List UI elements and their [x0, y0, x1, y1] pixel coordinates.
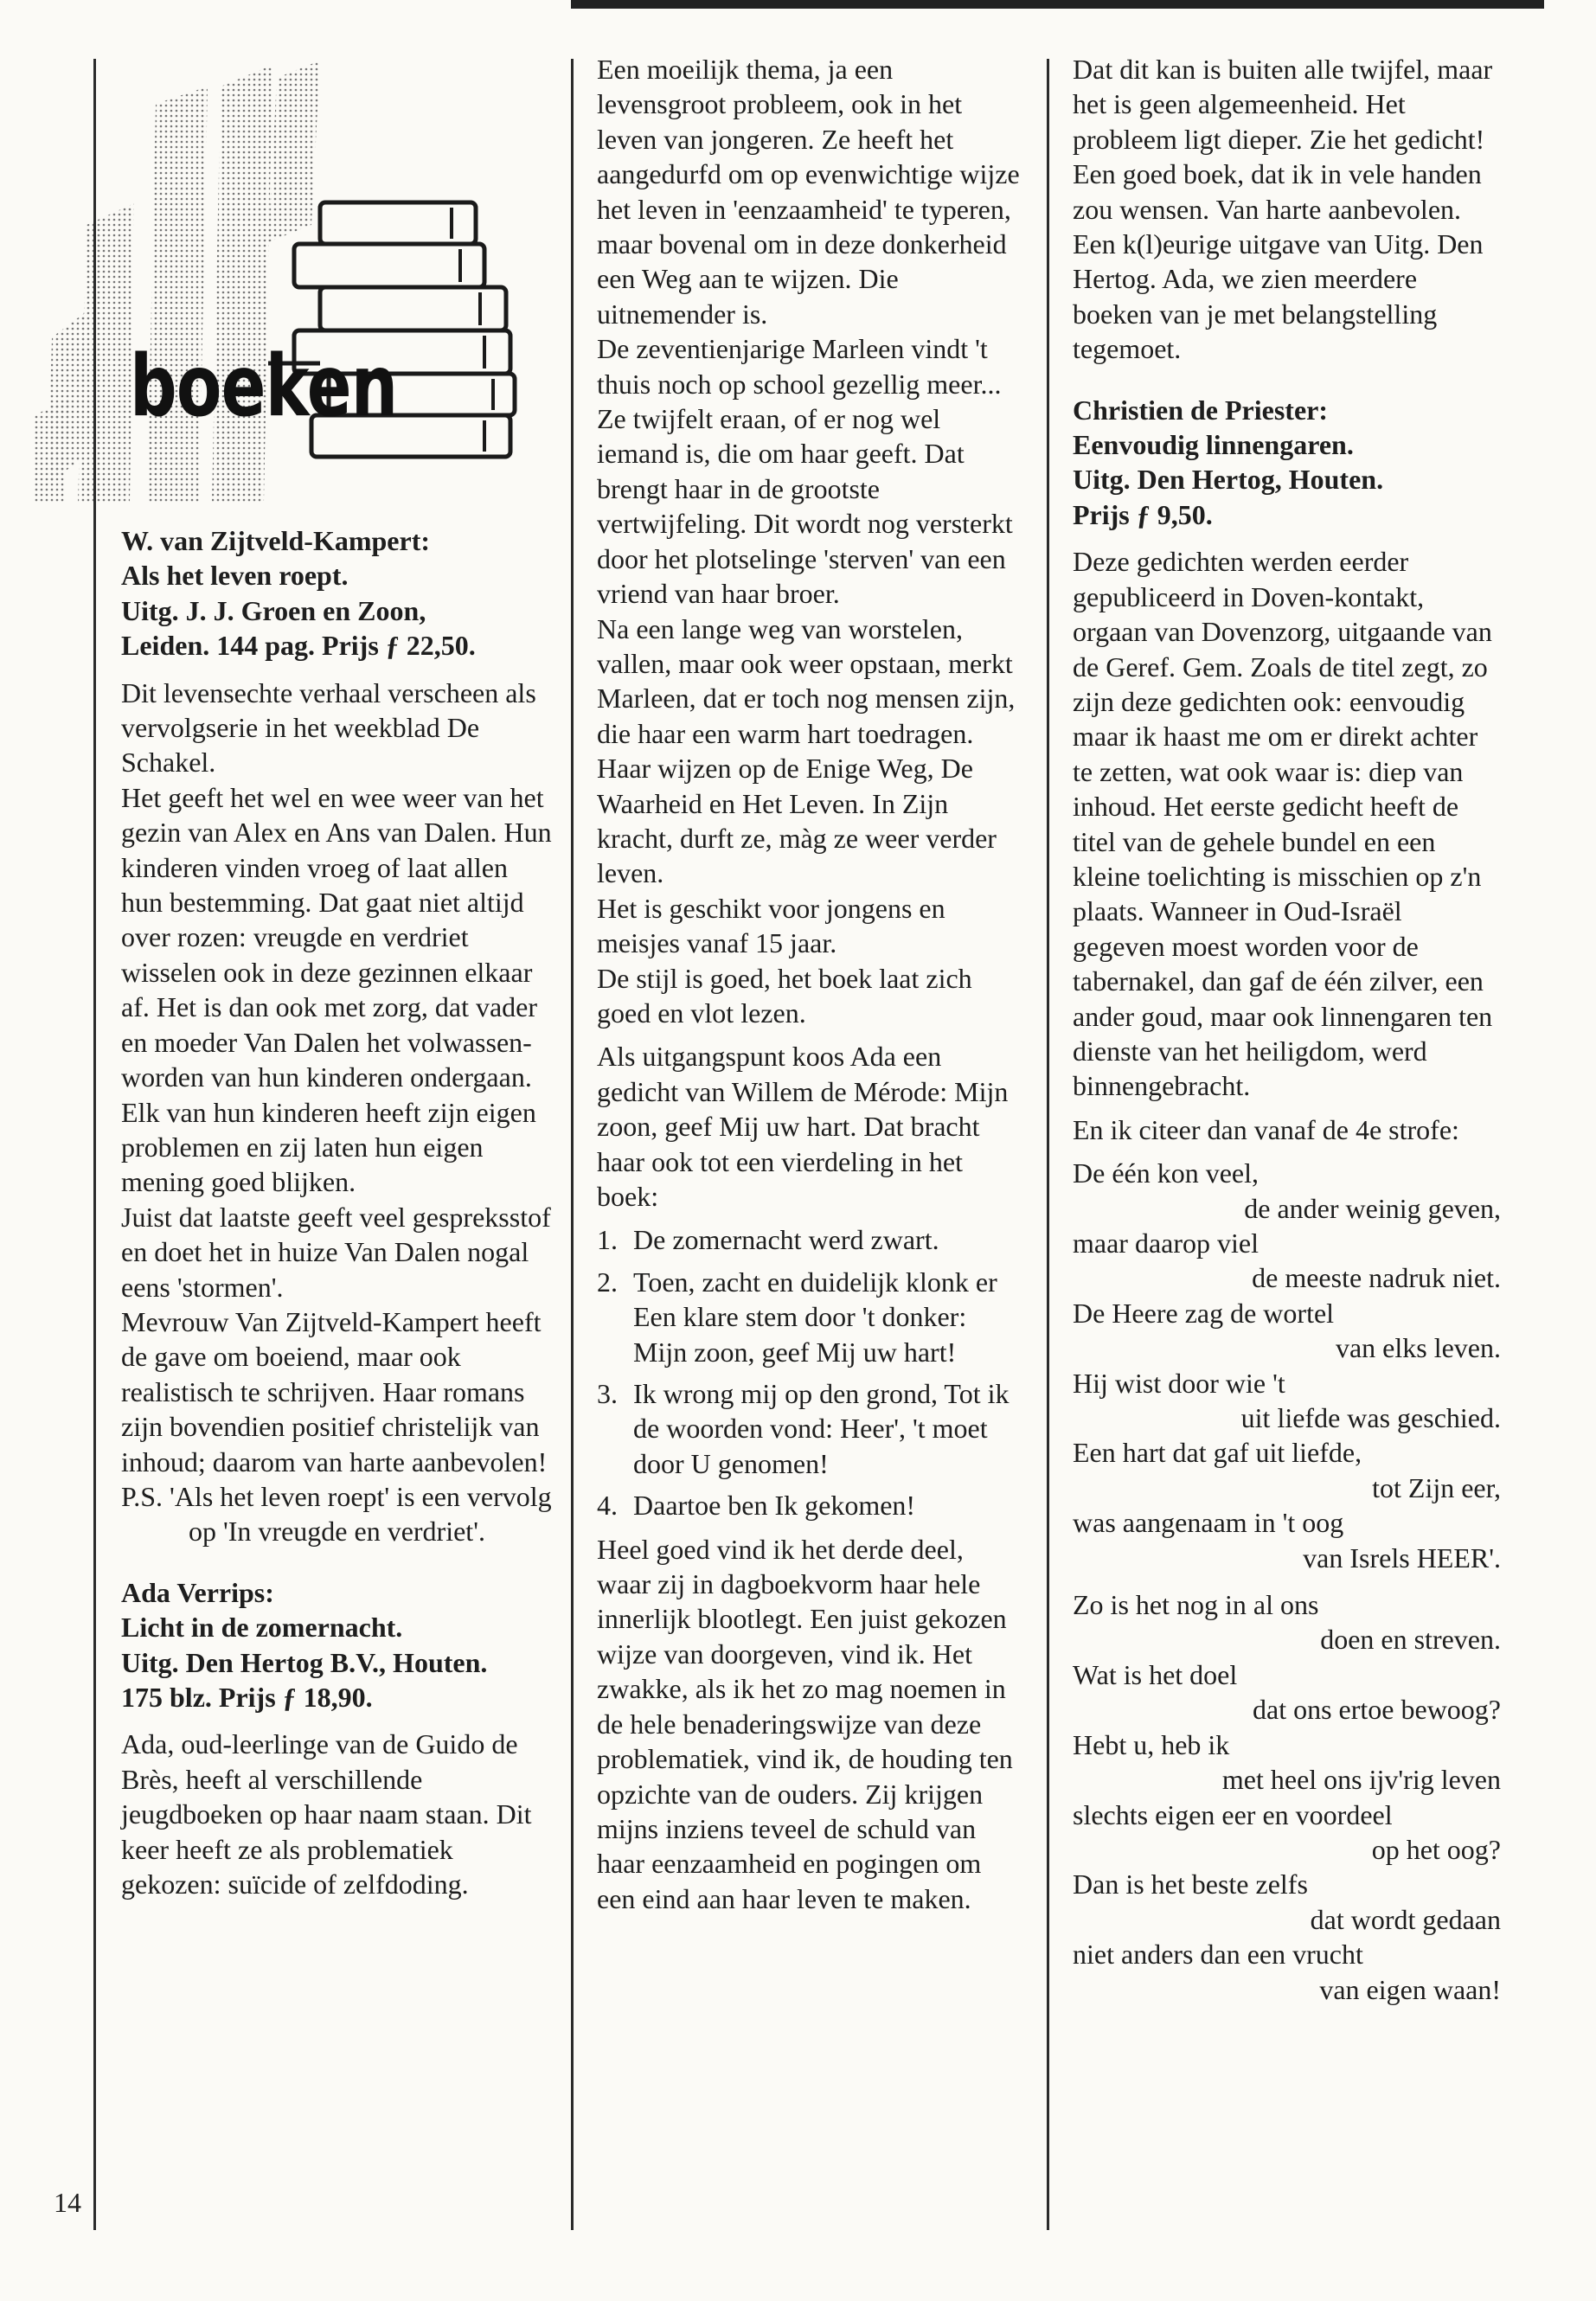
review-2-paragraph: Na een lange weg van worstelen, vallen, maar ook weer opstaan, merkt Marleen, dat er toch nog mensen zijn, die haar een warm hart toedragen. Haar wijzen op de Enige Weg, De Waarheid en Het Leven. In Zijn kracht, durft ze, màg ze weer verder leven.	[597, 612, 1016, 889]
list-text: Ik wrong mij op den grond, Tot ik de woorden vond: Heer', 't moet door U genomen!	[633, 1378, 1010, 1479]
poem-line: op het oog?	[1371, 1833, 1501, 1865]
review-2-intro: Ada, oud-leerlinge van de Guido de Brès, heeft al verschillende jeugdboeken op haar naam staan. Dit keer heeft ze als problematiek gekozen: suïcide of zelfdoding.	[121, 1728, 532, 1900]
review-2-evaluation: Heel goed vind ik het derde deel, waar zij in dagboekvorm haar hele innerlijk blootlegt. Een juist gekozen wijze van doorgeven, vind ik. Het zwakke, als ik het zo mag noemen in de hele benaderingswijze van deze problematiek, vind ik, de houding ten opzichte van de ouders. Zij krijgen mijns inziens teveel de schuld van haar eenzaamheid en pogingen om een eind aan haar leven te maken.	[597, 1533, 1013, 1914]
page-number: 14	[54, 2187, 81, 2218]
poem-line: dat wordt gedaan	[1310, 1903, 1501, 1935]
review-1-paragraph: Mevrouw Van Zijtveld-Kampert heeft de gave om boeiend, maar ook realistisch te schrijven. Haar romans zijn bovendien positief christelijk van inhoud; daarom van harte aanbevolen!	[121, 1305, 548, 1477]
poem-line: van Isrels HEER'.	[1303, 1541, 1501, 1574]
poem-line: niet anders dan een vrucht	[1073, 1939, 1363, 1971]
review-1-paragraph: Dit levensechte verhaal verscheen als vervolgserie in het weekblad De Schakel.	[121, 676, 536, 779]
poem-line: dat ons ertoe bewoog?	[1252, 1694, 1501, 1726]
poem-line: Een hart dat gaf uit liefde,	[1073, 1437, 1362, 1469]
review-2-paragraph: Het is geschikt voor jongens en meisjes vanaf 15 jaar.	[597, 892, 945, 959]
list-number: 2.	[597, 1266, 618, 1298]
poem-line: Dan is het beste zelfs	[1073, 1868, 1308, 1900]
review-2-price: 175 blz. Prijs ƒ 18,90.	[121, 1682, 373, 1713]
column-divider-1	[571, 59, 574, 2230]
poem-line: uit liefde was geschied.	[1240, 1402, 1501, 1434]
poem-line: doen en streven.	[1320, 1624, 1501, 1656]
poem-line: Zo is het nog in al ons	[1073, 1589, 1319, 1621]
poem-line: De Heere zag de wortel	[1073, 1297, 1335, 1329]
column-divider-2	[1047, 59, 1049, 2230]
list-item	[597, 1376, 1021, 1481]
review-2-publisher: Uitg. Den Hertog B.V., Houten.	[121, 1646, 488, 1678]
top-rule	[571, 0, 1544, 9]
review-1-publisher: Uitg. J. J. Groen en Zoon,	[121, 594, 426, 626]
list-item	[597, 1222, 1021, 1257]
left-margin-rule	[93, 59, 96, 2230]
review-2-style: De stijl is goed, het boek laat zich goed en vlot lezen.	[597, 962, 972, 1029]
review-1-author: W. van Zijtveld-Kampert:	[121, 525, 431, 556]
poem-stanza-2	[1073, 1587, 1501, 2007]
poem-stanza-1	[1073, 1156, 1501, 1575]
review-3-title: Eenvoudig linnengaren.	[1073, 429, 1354, 461]
poem-line: de ander weinig geven,	[1244, 1192, 1501, 1224]
review-3-heading	[1073, 393, 1501, 533]
poem-line: tot Zijn eer,	[1372, 1471, 1501, 1503]
list-item	[597, 1265, 1021, 1369]
list-number: 4.	[597, 1490, 618, 1522]
review-2-poem-intro: Als uitgangspunt koos Ada een gedicht van Willem de Mérode: Mijn zoon, geef Mij uw hart. Dat bracht haar ook tot een vierdeling in het boek:	[597, 1041, 1009, 1212]
list-number: 3.	[597, 1378, 618, 1410]
poem-line: van eigen waan!	[1319, 1973, 1501, 2005]
review-1-paragraph: Het geeft het wel en wee weer van het gezin van Alex en Ans van Dalen. Hun kinderen vinden vroeg of laat allen hun bestemming. Dat gaat niet altijd over rozen: vreugde en verdriet wisselen ook in deze gezinnen elkaar af. Het is dan ook met zorg, dat vader en moeder Van Dalen het volwassen-worden van hun kinderen ondergaan.	[121, 781, 552, 1093]
review-2-heading	[121, 1575, 554, 1715]
section-title: boeken	[130, 337, 398, 436]
poem-line: de meeste nadruk niet.	[1252, 1262, 1501, 1294]
review-2-conclusion: Dat dit kan is buiten alle twijfel, maar het is geen algemeenheid. Het probleem ligt dieper. Zie het gedicht! Een goed boek, dat ik in vele handen zou wensen. Van harte aanbevolen. Een k(l)eurige uitgave van Uitg. Den Hertog. Ada, we zien meerdere boeken van je met belangstelling tegemoet.	[1073, 54, 1493, 365]
poem-line: slechts eigen eer en voordeel	[1073, 1798, 1393, 1830]
review-3-body: Deze gedichten werden eerder gepubliceerd in Doven-kontakt, orgaan van Dovenzorg, uitgaande van de Geref. Gem. Zoals de titel zegt, zo zijn deze gedichten ook: eenvoudig maar ik haast me om er direkt achter te zetten, wat ook waar is: diep van inhoud. Het eerste gedicht heeft de titel van de gehele bundel en een kleine toelichting is misschien op z'n plaats. Wanneer in Oud-Israël gegeven moest worden voor de tabernakel, dan gaf de één zilver, een ander goud, maar ook linnengaren ten dienste van het heiligdom, werd binnengebracht.	[1073, 546, 1493, 1102]
review-2-title: Licht in de zomernacht.	[121, 1612, 403, 1644]
poem-line: Hebt u, heb ik	[1073, 1728, 1230, 1760]
review-1-paragraph: Juist dat laatste geeft veel gespreksstof en doet het in huize Van Dalen nogal eens 'stormen'.	[121, 1201, 551, 1303]
review-1-paragraph: Elk van hun kinderen heeft zijn eigen problemen en zij laten hun eigen mening goed blijken.	[121, 1096, 536, 1198]
poem-parts-list	[597, 1222, 1021, 1522]
review-2-paragraph: De zeventienjarige Marleen vindt 't thuis noch op school gezellig meer... Ze twijfelt eraan, of er nog wel iemand is, die om haar geeft. Dat brengt haar in de grootste vertwijfeling. Dit wordt nog versterkt door het plotselinge 'sterven' van een vriend van haar broer.	[597, 333, 1013, 610]
poem-line: De één kon veel,	[1073, 1157, 1259, 1189]
poem-line: van elks leven.	[1335, 1332, 1501, 1364]
column-1	[121, 523, 554, 1910]
poem-line: Hij wist door wie 't	[1073, 1367, 1285, 1399]
poem-line: met heel ons ijv'rig leven	[1221, 1764, 1501, 1796]
list-text: Toen, zacht en duidelijk klonk er Een klare stem door 't donker: Mijn zoon, geef Mij uw hart!	[633, 1266, 997, 1368]
section-logo	[35, 52, 536, 502]
poem-line: maar daarop viel	[1073, 1227, 1259, 1259]
review-2-author: Ada Verrips:	[121, 1576, 274, 1608]
review-3-publisher: Uitg. Den Hertog, Houten.	[1073, 464, 1384, 496]
poem-line: Wat is het doel	[1073, 1658, 1238, 1690]
review-1-postscript: P.S. 'Als het leven roept' is een vervolg op 'In vreugde en verdriet'.	[121, 1480, 552, 1548]
review-1-title: Als het leven roept.	[121, 560, 349, 592]
column-3	[1073, 52, 1501, 2007]
review-1-heading	[121, 523, 554, 663]
review-3-price: Prijs ƒ 9,50.	[1073, 498, 1213, 530]
list-text: De zomernacht werd zwart.	[633, 1224, 939, 1256]
list-number: 1.	[597, 1224, 618, 1256]
column-2	[597, 52, 1021, 1925]
poem-line: was aangenaam in 't oog	[1073, 1507, 1344, 1539]
review-3-quote-intro: En ik citeer dan vanaf de 4e strofe:	[1073, 1113, 1459, 1145]
review-3-author: Christien de Priester:	[1073, 394, 1329, 426]
list-item	[597, 1488, 1021, 1522]
list-text: Daartoe ben Ik gekomen!	[633, 1490, 916, 1522]
review-1-price: Leiden. 144 pag. Prijs ƒ 22,50.	[121, 630, 476, 662]
review-2-paragraph: Een moeilijk thema, ja een levensgroot probleem, ook in het leven van jongeren. Ze heeft het aangedurfd om op evenwichtige wijze het leven in 'eenzaamheid' te typeren, maar bovenal om in deze donkerheid een Weg aan te wijzen. Die uitnemender is.	[597, 54, 1020, 330]
